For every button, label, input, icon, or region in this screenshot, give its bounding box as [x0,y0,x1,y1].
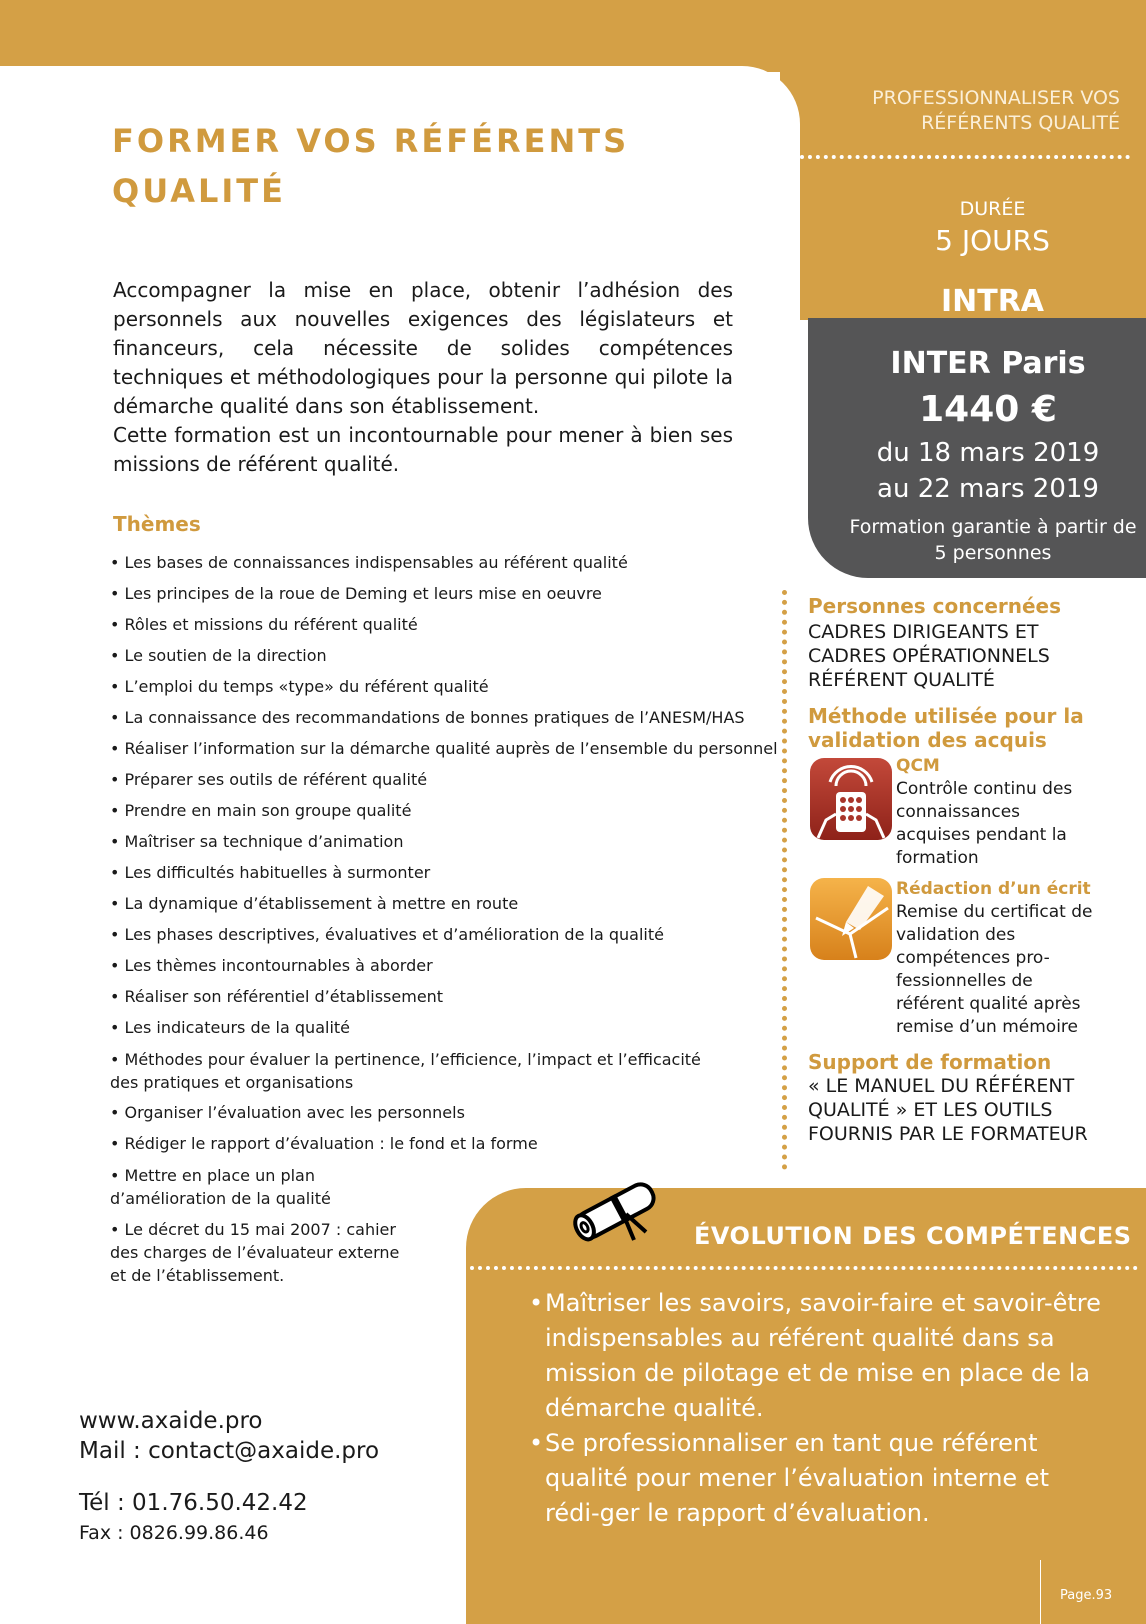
pen-writing-icon [810,878,892,960]
page-number: Page.93 [1060,1588,1113,1603]
audience-text: CADRES DIRIGEANTS ET CADRES OPÉRATIONNELS RÉFÉRENT QUALITÉ [808,621,1050,691]
theme-item: • Réaliser son référentiel d’établissement [110,987,444,1006]
theme-item: • Maîtriser sa technique d’animation [110,832,404,851]
qcm-text: Contrôle continu des connaissances acquises pendant la formation [896,779,1073,868]
inter-label: INTER Paris [890,346,1086,381]
support-heading: Support de formation [808,1050,1052,1074]
theme-item: • Les bases de connaissances indispensables au référent qualité [110,553,628,572]
intro-paragraph-1: Accompagner la mise en place, obtenir l’adhésion des personnels aux nouvelles exigences des législateurs et financeurs, cela nécessite de solides compétences techniques et méthodologiques pour la personne qui pilote la démarche qualité dans son établissement. [113,278,733,418]
duration-label: DURÉE [959,198,1026,220]
theme-item: • Rédiger le rapport d’évaluation : le fond et la forme [110,1134,538,1153]
theme-item: • Les phases descriptives, évaluatives et d’amélioration de la qualité [110,925,664,944]
intro-paragraph-2: Cette formation est un incontournable pour mener à bien ses missions de référent qualité. [113,423,733,476]
evolution-heading: ÉVOLUTION DES COMPÉTENCES [694,1222,1132,1250]
theme-item: • Organiser l’évaluation avec les personnels [110,1103,465,1122]
intra-label: INTRA [940,284,1045,319]
themes-heading: Thèmes [113,512,201,536]
page-divider [1040,1560,1041,1624]
date-from: du 18 mars 2019 [876,438,1100,468]
theme-item: • Le décret du 15 mai 2007 : cahier des charges de l’évaluateur externe et de l’établissement. [110,1220,400,1285]
theme-item: • L’emploi du temps «type» du référent qualité [110,677,489,696]
website[interactable]: www.axaide.pro [79,1408,263,1434]
evolution-item-text: Maîtriser les savoirs, savoir-faire et savoir-être indispensables au référent qualité dans sa mission de pilotage et de mise en place de la démarche qualité. [545,1289,1101,1422]
intro-text [113,276,733,479]
theme-item: • La dynamique d’établissement à mettre en route [110,894,519,913]
theme-item: • Les indicateurs de la qualité [110,1018,350,1037]
writing-heading: Rédaction d’un écrit [896,879,1091,899]
theme-item: • Les difficultés habituelles à surmonter [110,863,431,882]
duration-value: 5 JOURS [935,224,1050,257]
mail[interactable]: Mail : contact@axaide.pro [79,1438,380,1464]
evolution-item [529,1426,1105,1531]
theme-item: • Les thèmes incontournables à aborder [110,956,433,975]
date-to: au 22 mars 2019 [877,474,1099,504]
evolution-list [529,1286,1105,1531]
theme-item: • Les principes de la roue de Deming et leurs mise en oeuvre [110,584,602,603]
themes-list [110,552,778,1295]
page-title [112,116,629,216]
theme-item: • Le soutien de la direction [110,646,327,665]
series-title: PROFESSIONNALISER VOS RÉFÉRENTS QUALITÉ [872,87,1120,134]
theme-item: • Préparer ses outils de référent qualité [110,770,428,789]
clicker-vote-icon [810,758,892,840]
theme-item: • Réaliser l’information sur la démarche qualité auprès de l’ensemble du personnel [110,739,778,758]
phone: Tél : 01.76.50.42.42 [79,1490,308,1516]
sidebar-dotted-line [782,590,787,1170]
header-dotted-divider [800,155,1130,159]
bullet: • [529,1429,544,1457]
evolution-dotted-divider [470,1266,1138,1270]
evolution-item-text: Se professionnaliser en tant que référent qualité pour mener l’évaluation interne et rédi-ger le rapport d’évaluation. [545,1429,1049,1527]
evolution-item [529,1286,1105,1426]
page-title-line2: QUALITÉ [112,172,286,210]
theme-item: • La connaissance des recommandations de bonnes pratiques de l’ANESM/HAS [110,708,745,727]
fax: Fax : 0826.99.86.46 [79,1522,269,1544]
page-title-line1: FORMER VOS RÉFÉRENTS [112,122,630,160]
theme-item: • Méthodes pour évaluer la pertinence, l’efficience, l’impact et l’efficacité des pratiques et organisations [110,1050,701,1092]
theme-item: • Mettre en place un plan d’amélioration de la qualité [110,1166,331,1208]
bullet: • [529,1289,544,1317]
qcm-heading: QCM [896,756,940,776]
audience-heading: Personnes concernées [808,594,1062,618]
support-text: « LE MANUEL DU RÉFÉRENT QUALITÉ » ET LES OUTILS FOURNIS PAR LE FORMATEUR [808,1075,1088,1145]
diploma-scroll-icon [560,1170,670,1254]
theme-item: • Rôles et missions du référent qualité [110,615,418,634]
method-heading: Méthode utilisée pour la validation des acquis [808,704,1084,752]
price: 1440 € [919,389,1057,430]
guarantee-note: Formation garantie à partir de 5 personnes [849,516,1137,564]
theme-item: • Prendre en main son groupe qualité [110,801,412,820]
writing-text: Remise du certificat de validation des compétences pro-fessionnelles de référent qualité après remise d’un mémoire [896,902,1093,1037]
